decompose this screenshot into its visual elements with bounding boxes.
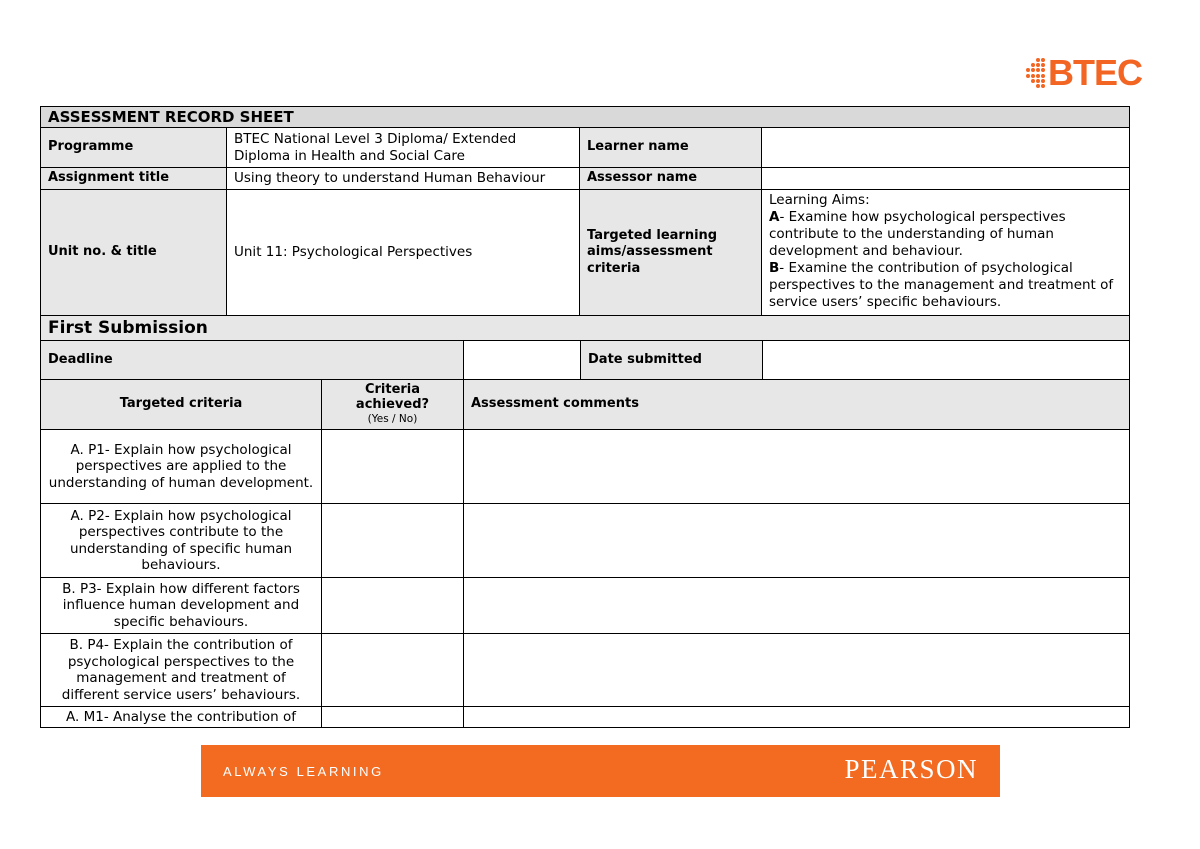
footer-tagline: ALWAYS LEARNING [223,764,384,779]
targeted-aims-label: Targeted learning aims/assessment criteria [580,190,762,316]
criteria-cell: A. P1- Explain how psychological perspectives are applied to the understanding of human development. [41,430,322,504]
criteria-cell: A. P2- Explain how psychological perspectives contribute to the understanding of specific human behaviours. [41,504,322,578]
comments-field[interactable] [464,504,1130,578]
pearson-logo: PEARSON [844,754,978,784]
learner-name-label: Learner name [580,128,762,168]
pearson-footer-banner [201,745,1000,797]
aim-a-letter: A [769,209,780,225]
aim-b-text: - Examine the contribution of psychological perspectives to the management and treatment of service users’ specific behaviours. [769,260,1114,310]
sheet-title: ASSESSMENT RECORD SHEET [41,107,1130,128]
date-submitted-field[interactable] [763,341,1130,380]
comments-field[interactable] [464,634,1130,707]
aim-a-text: - Examine how psychological perspectives contribute to the understanding of human development and behaviour. [769,209,1066,259]
deadline-label: Deadline [41,341,464,380]
programme-value: BTEC National Level 3 Diploma/ Extended Diploma in Health and Social Care [227,128,580,168]
date-submitted-label: Date submitted [581,341,763,380]
achieved-field[interactable] [322,430,464,504]
assessor-name-field[interactable] [762,168,1130,190]
achieved-field[interactable] [322,634,464,707]
achieved-field[interactable] [322,578,464,634]
first-submission-heading: First Submission [41,316,1130,341]
programme-label: Programme [41,128,227,168]
btec-dots-icon [1024,56,1046,90]
comments-field[interactable] [464,578,1130,634]
achieved-field[interactable] [322,504,464,578]
achieved-field[interactable] [322,707,464,728]
aim-b [769,260,1122,311]
btec-logo [1024,52,1154,94]
learner-name-field[interactable] [762,128,1130,168]
assessor-name-label: Assessor name [580,168,762,190]
aims-heading: Learning Aims: [769,192,870,208]
learning-aims-cell [762,190,1130,316]
comments-field[interactable] [464,707,1130,728]
first-submission-table [40,315,1130,728]
deadline-field[interactable] [464,341,581,380]
assignment-title-value: Using theory to understand Human Behaviour [227,168,580,190]
aim-a [769,209,1122,260]
criteria-cell: B. P4- Explain the contribution of psychological perspectives to the management and treatment of different service users’ behaviours. [41,634,322,707]
criteria-achieved-header [322,380,464,430]
comments-field[interactable] [464,430,1130,504]
unit-label: Unit no. & title [41,190,227,316]
criteria-cell: B. P3- Explain how different factors influence human development and specific behaviours. [41,578,322,634]
btec-wordmark: BTEC [1048,52,1142,93]
criteria-achieved-sub: (Yes / No) [367,413,418,425]
assessment-record-table [40,106,1130,316]
targeted-criteria-header: Targeted criteria [41,380,322,430]
criteria-cell: A. M1- Analyse the contribution of [41,707,322,728]
unit-value: Unit 11: Psychological Perspectives [227,190,580,316]
criteria-achieved-title: Criteria achieved? [355,382,430,412]
assessment-comments-header: Assessment comments [464,380,1130,430]
aim-b-letter: B [769,260,780,276]
assignment-title-label: Assignment title [41,168,227,190]
